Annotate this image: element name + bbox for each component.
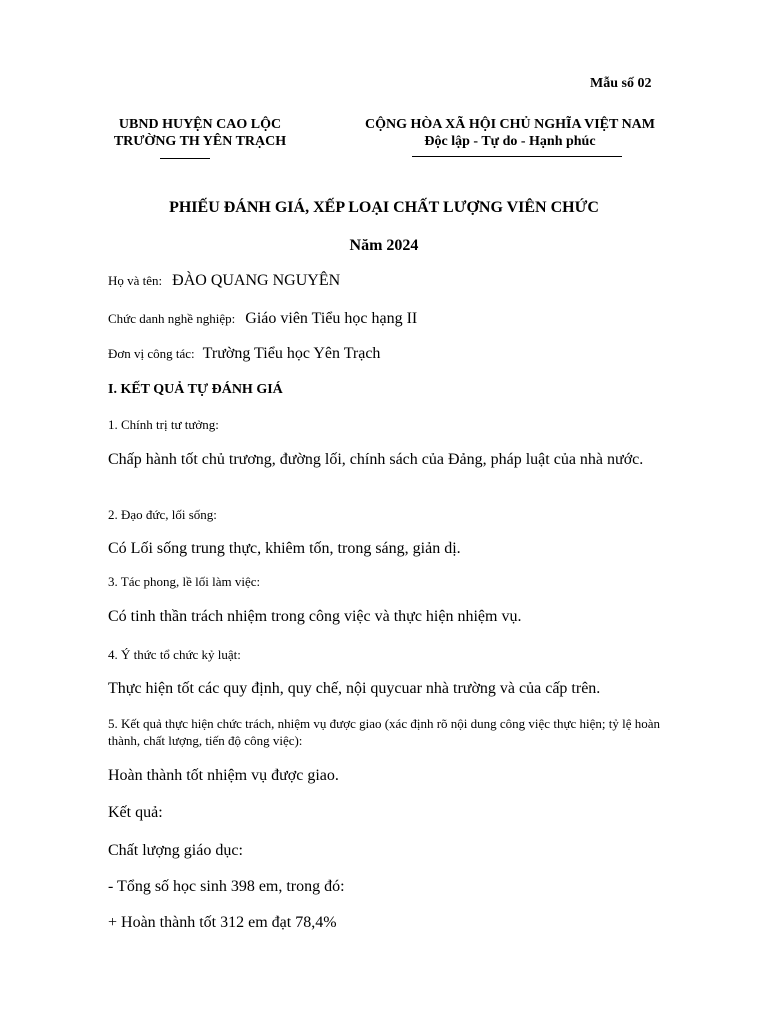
document-year: Năm 2024 bbox=[349, 237, 419, 254]
item-label-discipline: 4. Ý thức tổ chức kỷ luật: bbox=[108, 647, 241, 662]
item-content-discipline: Thực hiện tốt các quy định, quy chế, nội quycuar nhà trường và của cấp trên. bbox=[108, 680, 601, 697]
unit-row bbox=[108, 345, 380, 363]
name-label: Họ và tên: bbox=[108, 273, 163, 288]
excellent-students: + Hoàn thành tốt 312 em đạt 78,4% bbox=[108, 914, 337, 931]
item-label-performance: 5. Kết quả thực hiện chức trách, nhiệm vụ được giao (xác định rõ nội dung công việc thực hiện; tỷ lệ hoàn thành, chất lượng, tiến độ công việc): bbox=[108, 716, 661, 748]
job-title-label: Chức danh nghề nghiệp: bbox=[108, 311, 236, 326]
name-row bbox=[108, 272, 340, 290]
total-students: - Tổng số học sinh 398 em, trong đó: bbox=[108, 878, 345, 895]
item-label-ethics: 2. Đạo đức, lối sống: bbox=[108, 507, 217, 522]
job-title-value: Giáo viên Tiểu học hạng II bbox=[245, 310, 418, 327]
form-number: Mẫu số 02 bbox=[590, 76, 652, 91]
motto-underline bbox=[412, 156, 622, 157]
quality-label: Chất lượng giáo dục: bbox=[108, 842, 243, 859]
section-heading: I. KẾT QUẢ TỰ ĐÁNH GIÁ bbox=[108, 382, 283, 397]
item-content-ethics: Có Lối sống trung thực, khiêm tốn, trong sáng, giản dị. bbox=[108, 540, 461, 557]
item-label-politics: 1. Chính trị tư tưởng: bbox=[108, 417, 219, 432]
org-underline bbox=[160, 158, 210, 159]
nation-title: CỘNG HÒA XÃ HỘI CHỦ NGHĨA VIỆT NAM bbox=[364, 117, 655, 132]
item-content-manner: Có tinh thần trách nhiệm trong công việc và thực hiện nhiệm vụ. bbox=[108, 608, 522, 625]
item-content-politics: Chấp hành tốt chủ trương, đường lối, chính sách của Đảng, pháp luật của nhà nước. bbox=[108, 451, 644, 468]
unit-label: Đơn vị công tác: bbox=[108, 346, 195, 361]
item-content-performance: Hoàn thành tốt nhiệm vụ được giao. bbox=[108, 767, 339, 784]
nation-motto: Độc lập - Tự do - Hạnh phúc bbox=[424, 134, 596, 149]
document-title: PHIẾU ĐÁNH GIÁ, XẾP LOẠI CHẤT LƯỢNG VIÊN CHỨC bbox=[169, 199, 599, 216]
results-label: Kết quả: bbox=[108, 804, 163, 821]
name-value: ĐÀO QUANG NGUYÊN bbox=[172, 272, 341, 289]
org-name-line2: TRƯỜNG TH YÊN TRẠCH bbox=[113, 134, 287, 149]
unit-value: Trường Tiểu học Yên Trạch bbox=[202, 345, 381, 362]
item-label-manner: 3. Tác phong, lề lối làm việc: bbox=[108, 574, 261, 589]
org-name-line1: UBND HUYỆN CAO LỘC bbox=[118, 117, 282, 132]
job-title-row bbox=[108, 310, 417, 328]
